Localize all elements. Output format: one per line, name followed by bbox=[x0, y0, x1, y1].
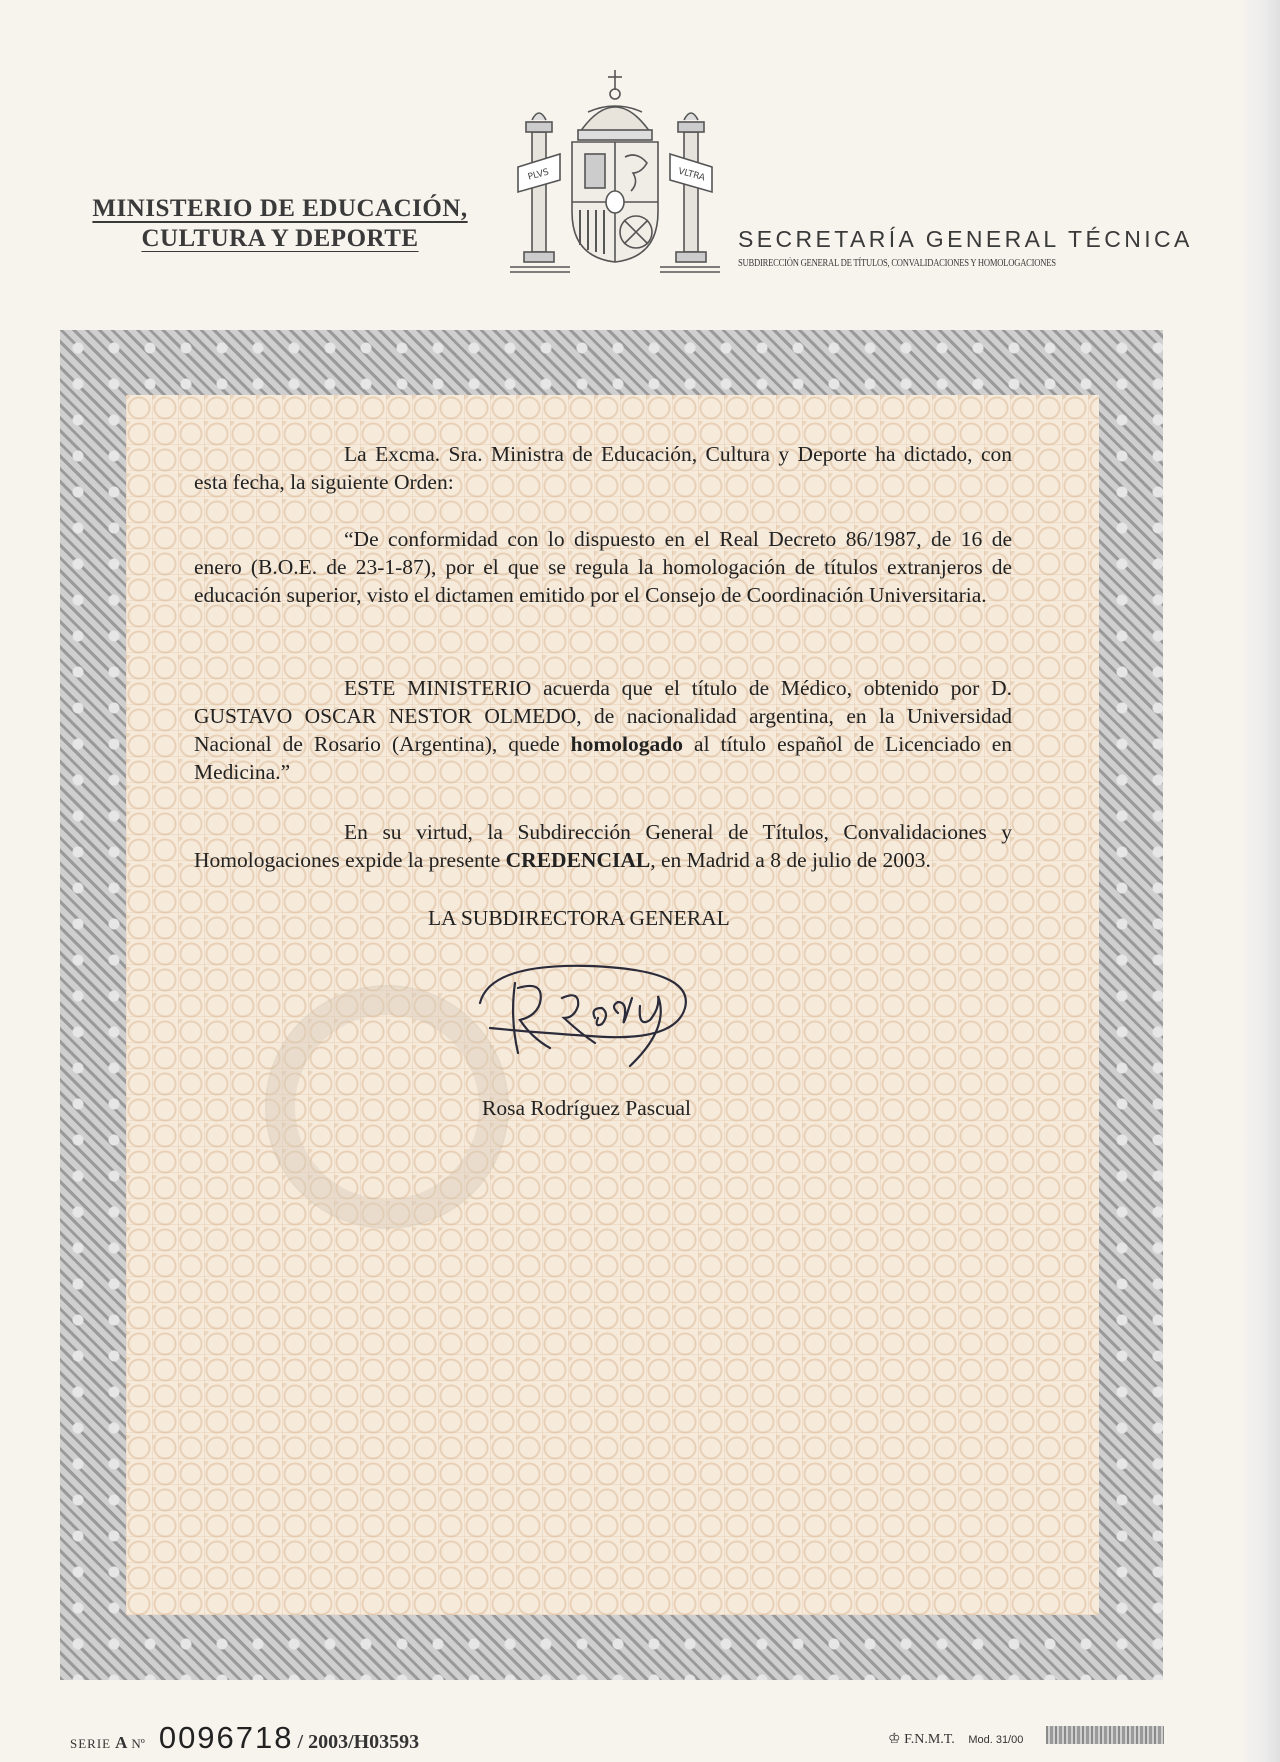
barcode-icon bbox=[1046, 1726, 1164, 1744]
number-label: Nº bbox=[131, 1736, 145, 1751]
serial-number bbox=[70, 1720, 419, 1756]
paragraph-credential bbox=[194, 818, 1012, 874]
serie-letter: A bbox=[115, 1733, 128, 1752]
paragraph-text-end: , en Madrid a 8 de julio de 2003. bbox=[650, 848, 931, 872]
fnmt-mark bbox=[888, 1731, 1023, 1748]
crest-motto-right: VLTRA bbox=[676, 166, 707, 184]
paper-edge-shadow bbox=[1240, 0, 1280, 1762]
credencial-emphasis: CREDENCIAL bbox=[505, 848, 651, 872]
secretaria-heading: SECRETARÍA GENERAL TÉCNICA bbox=[738, 226, 1193, 252]
paragraph-text: La Excma. Sra. Ministra de Educación, Cultura y Deporte ha dictado, con esta fecha, la siguiente Orden: bbox=[194, 442, 1012, 494]
crown-icon: ♔ bbox=[888, 1732, 901, 1747]
homologado-emphasis: homologado bbox=[570, 732, 683, 756]
serial-value: 0096718 bbox=[158, 1720, 294, 1755]
paragraph-text-start: ESTE MINISTERIO acuerda que el título de Médico, obtenido por D. GUSTAVO OSCAR NESTOR OLMEDO, de nacionalidad argentina, en la Universidad Nacional de Rosario (Argentina), quede bbox=[194, 676, 1012, 756]
paragraph-homologation bbox=[194, 674, 1012, 786]
serie-label: SERIE bbox=[70, 1736, 112, 1751]
file-reference: / 2003/H03593 bbox=[297, 1731, 420, 1753]
coat-of-arms-icon bbox=[510, 62, 720, 277]
subdireccion-heading: SUBDIRECCIÓN GENERAL DE TÍTULOS, CONVALIDACIONES Y HOMOLOGACIONES bbox=[738, 258, 1056, 269]
ministry-heading bbox=[70, 194, 490, 254]
paragraph-decree bbox=[194, 525, 1012, 609]
paragraph-text: “De conformidad con lo dispuesto en el Real Decreto 86/1987, de 16 de enero (B.O.E. de 23-1-87), por el que se regula la homologación de títulos extranjeros de educación superior, visto el dictamen emitido por el Consejo de Coordinación Universitaria. bbox=[194, 527, 1012, 607]
ministry-line2: CULTURA Y DEPORTE bbox=[141, 225, 419, 252]
paragraph-text bbox=[194, 674, 1012, 786]
fnmt-label: F.N.M.T. bbox=[904, 1732, 955, 1747]
signer-name: Rosa Rodríguez Pascual bbox=[482, 1096, 691, 1120]
signer-title: LA SUBDIRECTORA GENERAL bbox=[428, 906, 730, 930]
ministry-line1: MINISTERIO DE EDUCACIÓN, bbox=[92, 195, 468, 222]
paragraph-order-intro bbox=[194, 440, 1012, 496]
model-code: Mod. 31/00 bbox=[968, 1734, 1024, 1746]
crest-motto-left: PLVS bbox=[526, 167, 551, 183]
handwritten-signature-icon bbox=[470, 958, 710, 1068]
paragraph-text bbox=[194, 818, 1012, 874]
paragraph-text-start: En su virtud, la Subdirección General de Títulos, Convalidaciones y Homologaciones expide la presente bbox=[194, 820, 1012, 872]
paragraph-text-end: al título español de Licenciado en Medicina.” bbox=[194, 732, 1012, 784]
